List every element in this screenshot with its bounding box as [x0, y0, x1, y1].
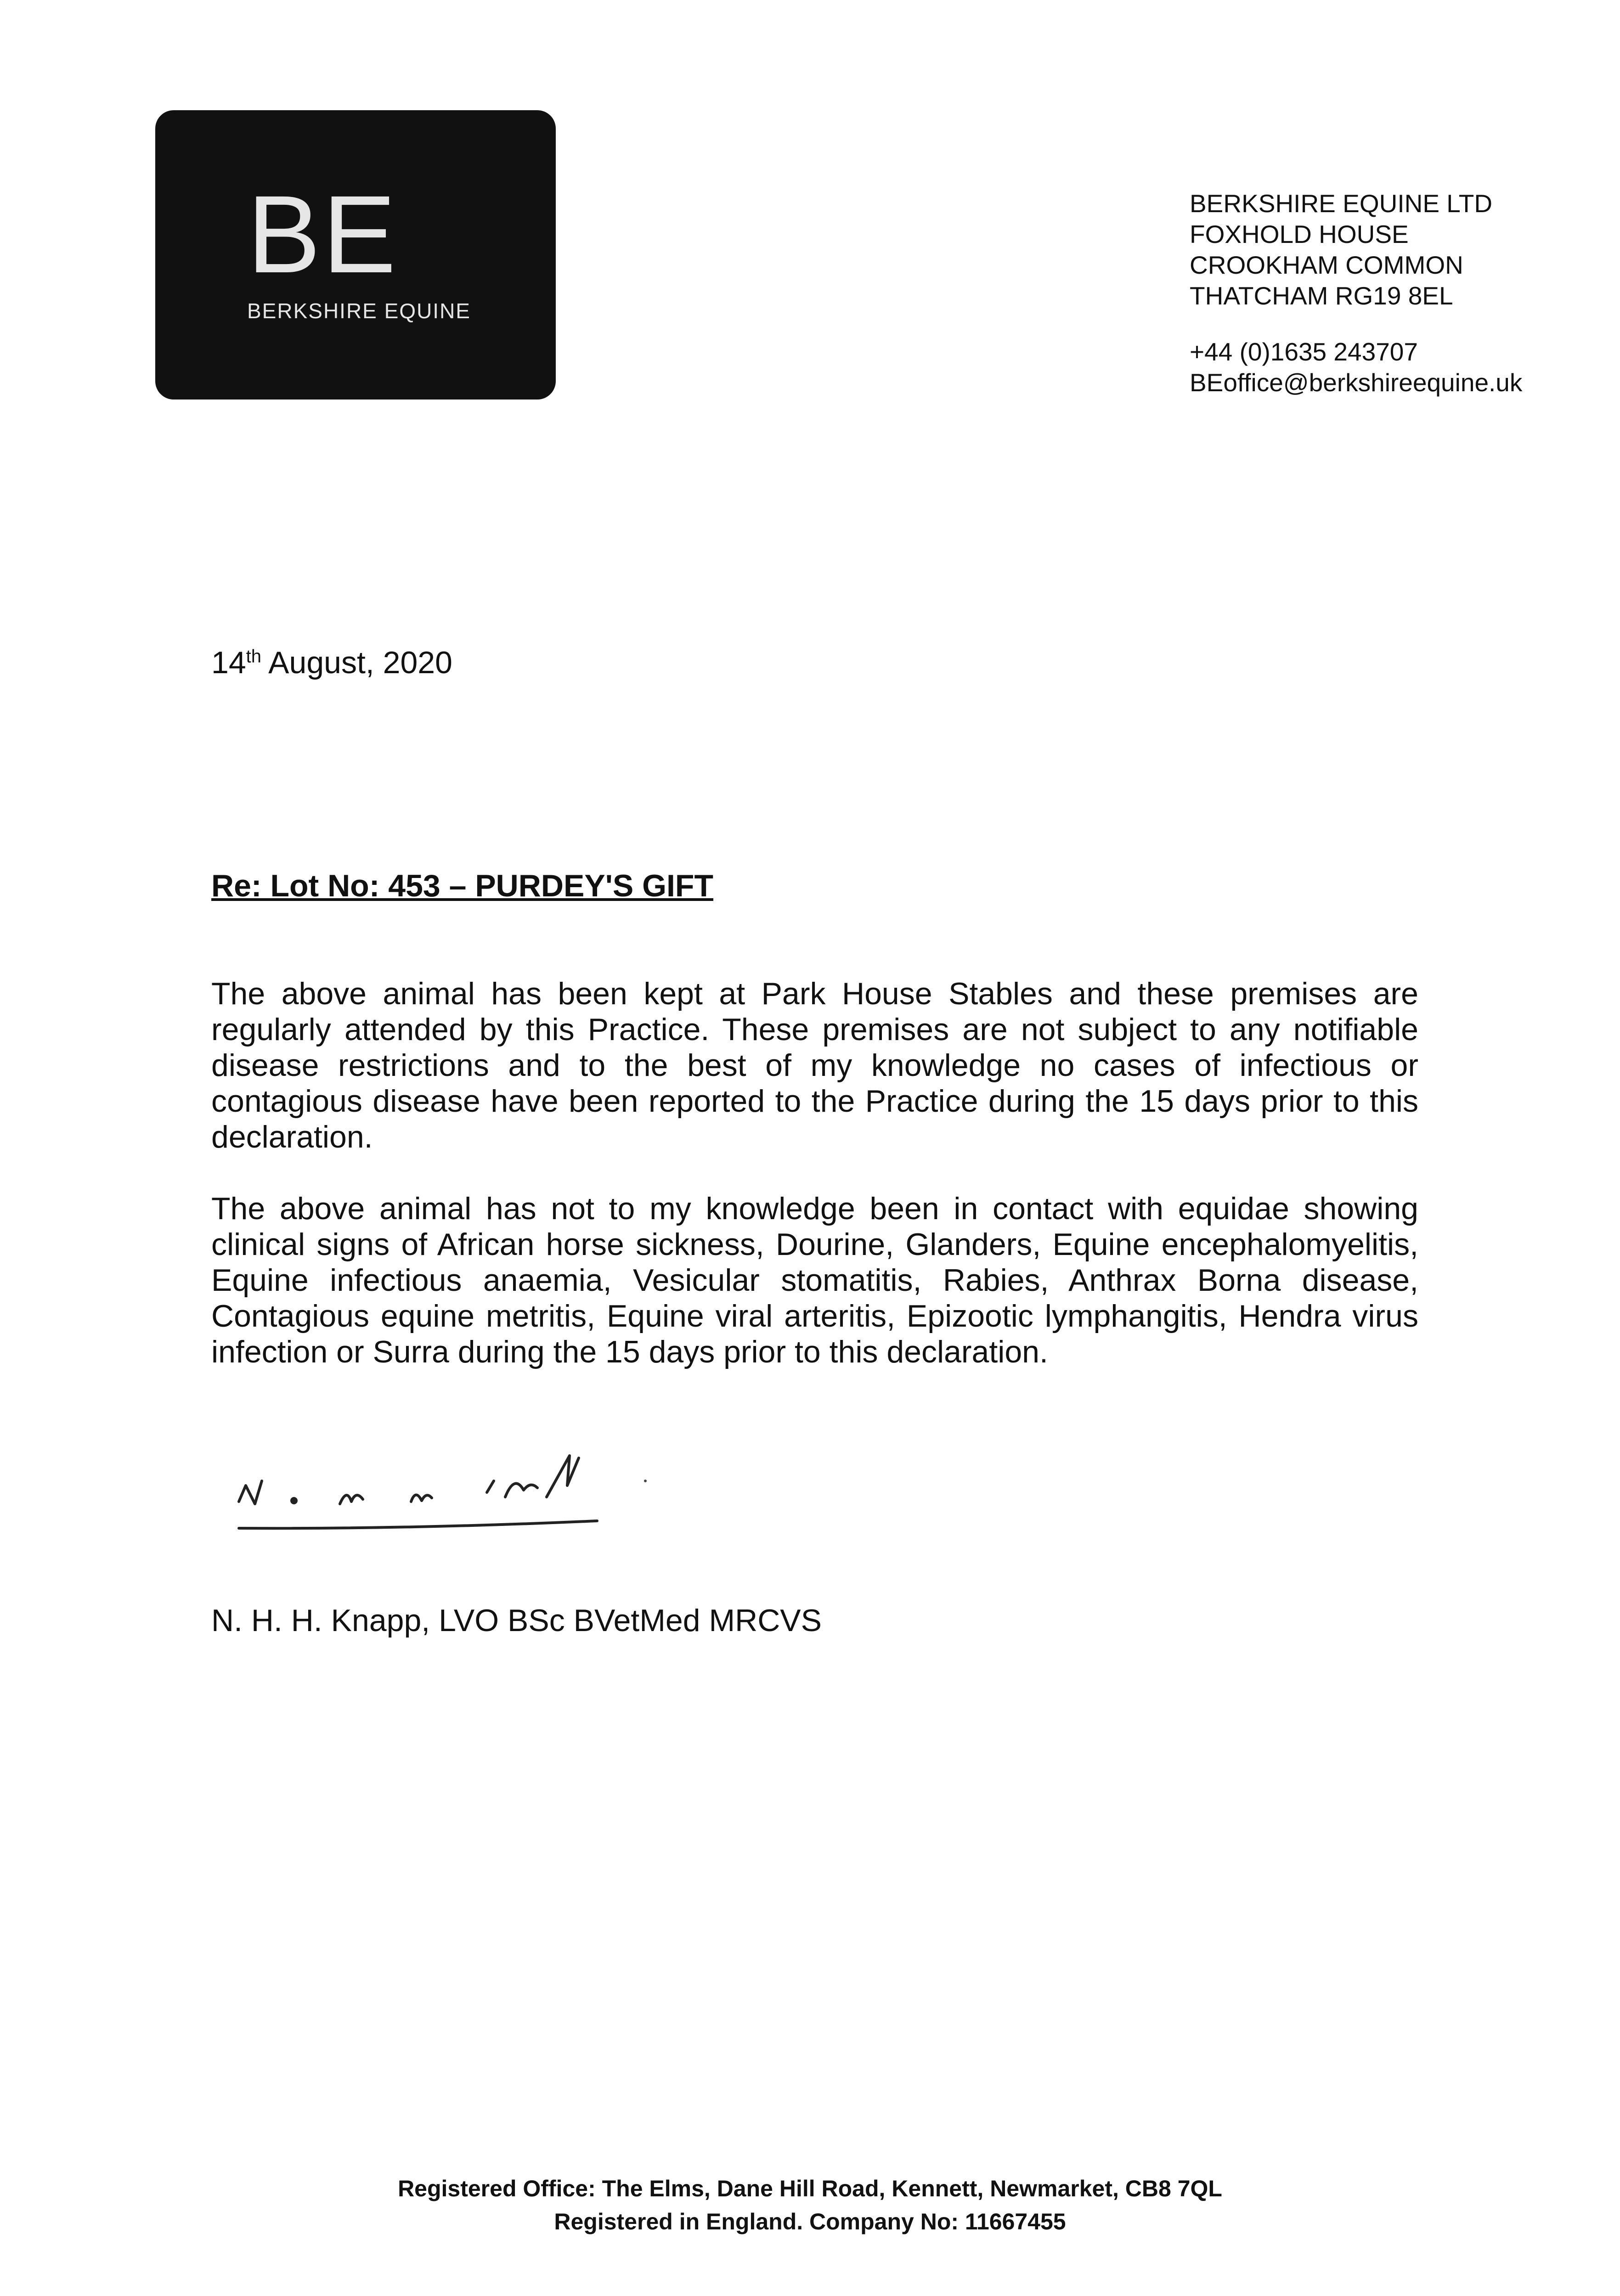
- address-phone: +44 (0)1635 243707: [1190, 338, 1418, 366]
- handwritten-signature: [230, 1437, 689, 1557]
- logo-monogram: BE: [247, 173, 398, 296]
- body-paragraph: The above animal has been kept at Park House Stables and these premises are regularly attended by this Practice. These premises are not subject to any notifiable disease restrictions and to the best of my knowledge no cases of infectious or contagious disease have been reported to the Practice during the 15 days prior to this declaration.: [211, 976, 1418, 1154]
- address-line-2: CROOKHAM COMMON: [1190, 251, 1463, 279]
- date-day: 14: [211, 645, 246, 680]
- logo-company-name: BERKSHIRE EQUINE: [247, 299, 471, 323]
- address-line-3: THATCHAM RG19 8EL: [1190, 281, 1453, 310]
- address-line-1: FOXHOLD HOUSE: [1190, 220, 1409, 248]
- footer-line-2: Registered in England. Company No: 11667455: [554, 2209, 1066, 2234]
- company-logo: [155, 110, 556, 400]
- address-company: BERKSHIRE EQUINE LTD: [1190, 189, 1493, 218]
- signatory-name: N. H. H. Knapp, LVO BSc BVetMed MRCVS: [211, 1603, 822, 1638]
- address-email: BEoffice@berkshireequine.uk: [1190, 368, 1523, 397]
- letter-date: [211, 645, 452, 681]
- letter-body: [211, 976, 1418, 1406]
- date-rest: August, 2020: [261, 645, 452, 680]
- footer-line-1: Registered Office: The Elms, Dane Hill Road, Kennett, Newmarket, CB8 7QL: [398, 2176, 1222, 2201]
- registered-office-footer: [0, 2172, 1620, 2238]
- date-suffix: th: [246, 646, 261, 667]
- body-paragraph: The above animal has not to my knowledge been in contact with equidae showing clinical signs of African horse sickness, Dourine, Glanders, Equine encephalomyelitis, Equine infectious anaemia, Vesicular stomatitis, Rabies, Anthrax Borna disease, Contagious equine metritis, Equine viral arteritis, Epizootic lymphangitis, Hendra virus infection or Surra during the 15 days prior to this declaration.: [211, 1191, 1418, 1369]
- letterhead-address: [1190, 188, 1522, 398]
- letter-subject: Re: Lot No: 453 – PURDEY'S GIFT: [211, 868, 713, 903]
